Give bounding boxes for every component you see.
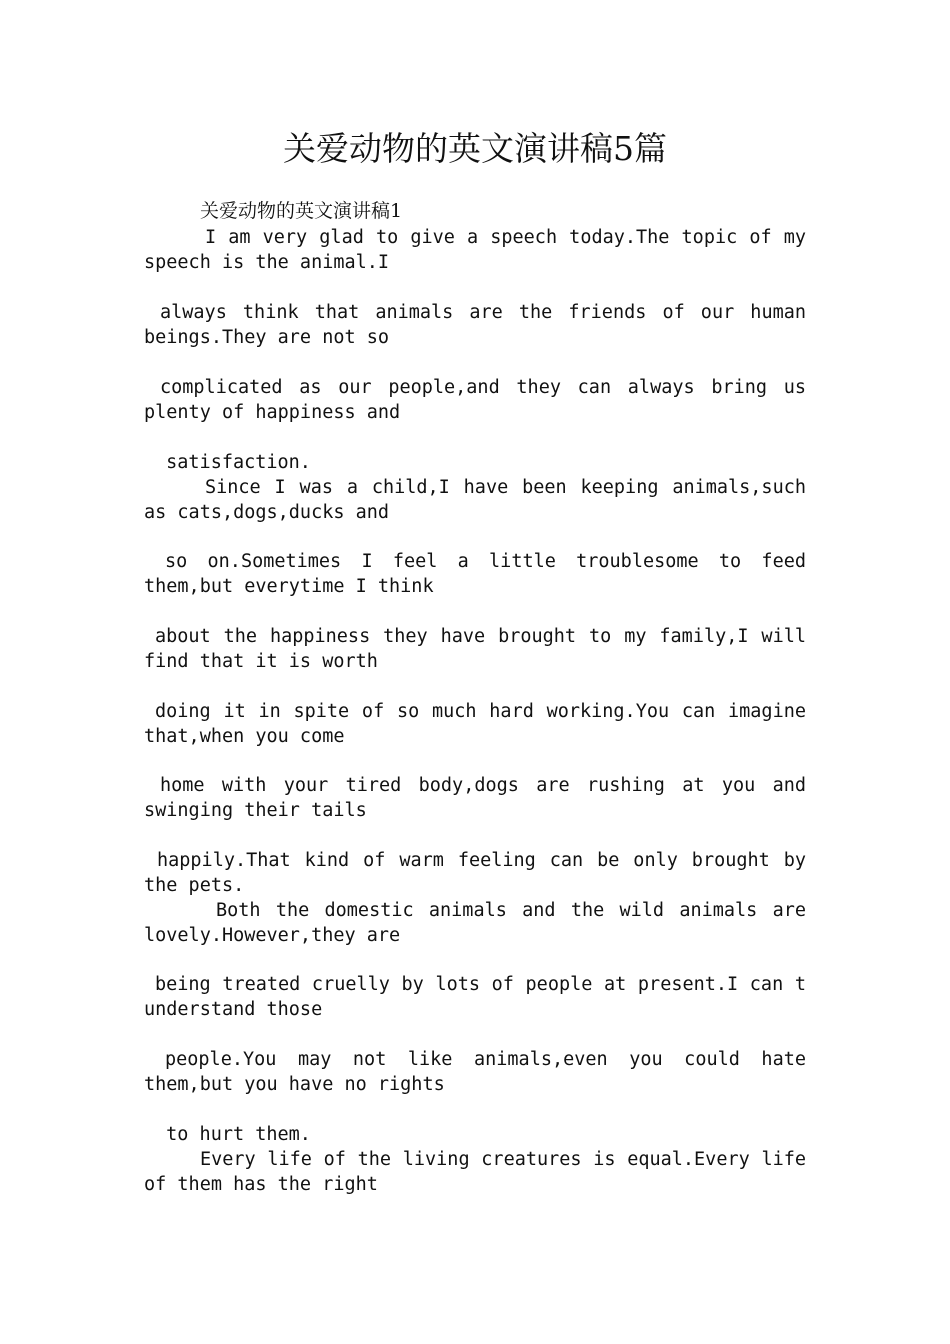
document-title: 关爱动物的英文演讲稿5篇 <box>283 129 667 168</box>
text-line: speech is the animal.I <box>144 252 390 273</box>
text-line: find that it is worth <box>144 651 378 672</box>
text-line: happily.That kind of warm feeling can be only brought by <box>157 850 806 871</box>
text-line: as cats,dogs,ducks and <box>144 502 390 523</box>
text-line: being treated cruelly by lots of people at present.I can t <box>155 974 806 995</box>
text-line: Both the domestic animals and the wild animals are <box>216 900 806 921</box>
text-line: that,when you come <box>144 726 345 747</box>
text-line: Since I was a child,I have been keeping animals,such <box>205 477 806 498</box>
text-line: Every life of the living creatures is equal.Every life <box>200 1149 806 1170</box>
text-line: satisfaction. <box>155 452 311 473</box>
text-line: understand those <box>144 999 323 1020</box>
text-line: so on.Sometimes I feel a little troublesome to feed <box>165 551 806 572</box>
text-line: lovely.However,they are <box>144 925 401 946</box>
section-heading: 关爱动物的英文演讲稿1 <box>200 200 403 222</box>
text-line: plenty of happiness and <box>144 402 401 423</box>
text-line: doing it in spite of so much hard working.You can imagine <box>155 701 806 722</box>
text-line: swinging their tails <box>144 800 367 821</box>
text-line: always think that animals are the friends of our human <box>160 302 806 323</box>
text-line: complicated as our people,and they can always bring us <box>160 377 806 398</box>
text-line: I am very glad to give a speech today.The topic of my <box>205 227 806 248</box>
text-line: of them has the right <box>144 1174 378 1195</box>
text-line: the pets. <box>144 875 245 896</box>
text-line: people.You may not like animals,even you could hate <box>165 1049 806 1070</box>
text-line: about the happiness they have brought to my family,I will <box>155 626 806 647</box>
text-line: home with your tired body,dogs are rushing at you and <box>160 775 806 796</box>
text-line: beings.They are not so <box>144 327 390 348</box>
text-line: to hurt them. <box>155 1124 311 1145</box>
text-line: them,but you have no rights <box>144 1074 445 1095</box>
text-line: them,but everytime I think <box>144 576 434 597</box>
